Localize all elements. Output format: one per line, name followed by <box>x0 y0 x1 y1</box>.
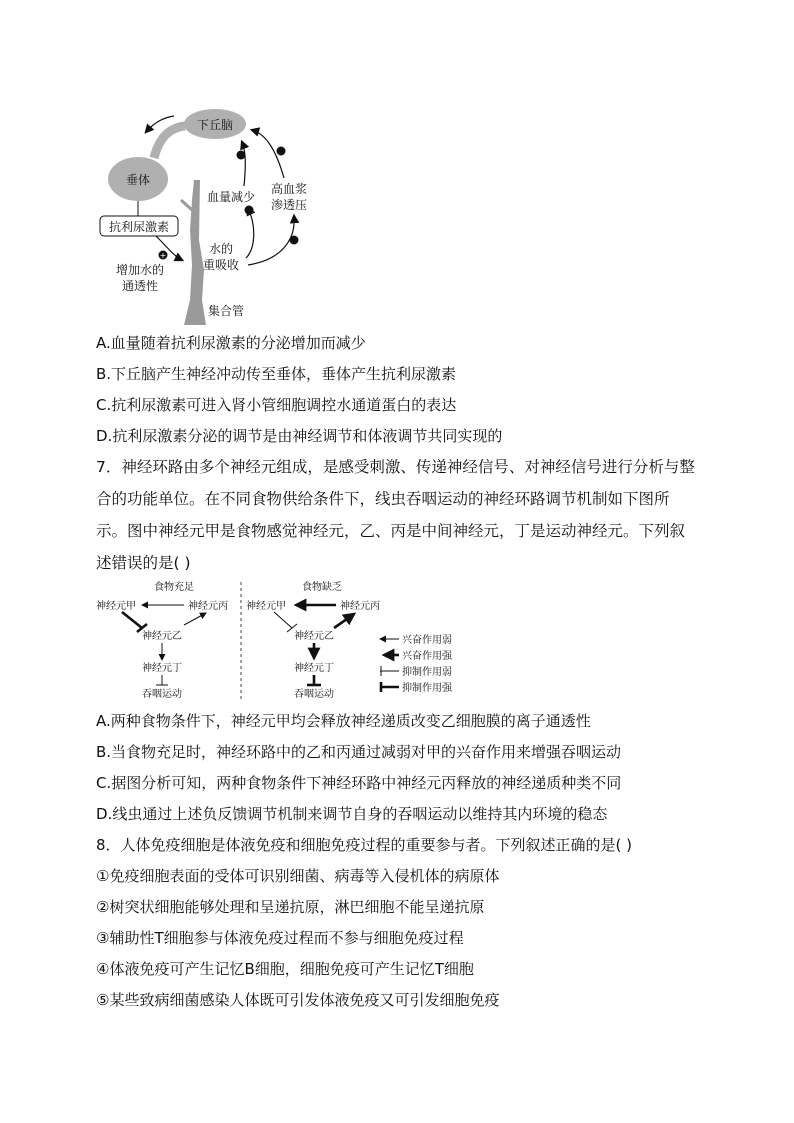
neural-circuit-figure <box>96 578 466 702</box>
q8-item-2: ②树突状细胞能够处理和呈递抗原，淋巴细胞不能呈递抗原 <box>96 898 485 916</box>
right-neuron-d: 神经元丁 <box>294 663 334 674</box>
blood-volume-arrow <box>242 142 245 186</box>
left-title: 食物充足 <box>154 582 194 593</box>
left-neuron-b: 神经元乙 <box>142 631 182 642</box>
permeability-label-2: 通透性 <box>121 279 159 293</box>
minus-icon <box>290 236 299 245</box>
legend-weak-excite: 兴奋作用弱 <box>402 635 452 646</box>
adh-label: 抗利尿激素 <box>108 220 170 234</box>
minus-icon <box>245 206 254 215</box>
pituitary-label: 垂体 <box>125 173 151 187</box>
reabsorption-label-1: 水的 <box>208 242 234 256</box>
q8-item-1: ①免疫细胞表面的受体可识别细菌、病毒等入侵机体的病原体 <box>96 867 500 885</box>
q8-item-5: ⑤某些致病细菌感染人体既可引发体液免疫又可引发细胞免疫 <box>96 991 500 1009</box>
reabsorption-to-blood-arrow <box>246 208 254 258</box>
permeability-label-1: 增加水的 <box>115 263 165 277</box>
blood-volume-label: 血量减少 <box>206 190 256 204</box>
legend <box>380 633 453 694</box>
plus-icon <box>277 147 286 156</box>
right-swallow: 吞咽运动 <box>294 689 334 700</box>
q8-item-3: ③辅助性T细胞参与体液免疫过程而不参与细胞免疫过程 <box>96 929 464 947</box>
legend-weak-inhibit: 抑制作用弱 <box>402 667 452 678</box>
reabsorption-label-2: 重吸收 <box>202 258 240 272</box>
right-neuron-b: 神经元乙 <box>294 631 334 642</box>
q6-option-a: A.血量随着抗利尿激素的分泌增加而减少 <box>96 334 366 352</box>
left-neuron-a: 神经元甲 <box>96 601 136 612</box>
q6-option-b: B.下丘脑产生神经冲动传至垂体，垂体产生抗利尿激素 <box>96 365 457 383</box>
right-title: 食物缺乏 <box>302 582 342 593</box>
osmotic-label-2: 渗透压 <box>270 198 308 212</box>
legend-strong-excite: 兴奋作用强 <box>402 651 452 662</box>
plus-icon <box>237 151 246 160</box>
pituitary-stalk <box>154 126 185 158</box>
adh-regulation-figure <box>96 100 326 325</box>
svg-text:+: + <box>159 251 167 260</box>
left-neuron-d: 神经元丁 <box>142 663 182 674</box>
collecting-duct-label: 集合管 <box>207 304 245 318</box>
collecting-duct-shape <box>184 180 206 325</box>
legend-strong-inhibit: 抑制作用强 <box>402 683 452 694</box>
q7-option-c: C.据图分析可知，两种食物条件下神经环路中神经元丙释放的神经递质种类不同 <box>96 774 622 792</box>
q7-option-d: D.线虫通过上述负反馈调节机制来调节自身的吞咽运动以维持其内环境的稳态 <box>96 805 608 823</box>
hypothalamus-label: 下丘脑 <box>196 118 234 132</box>
q7-option-b: B.当食物充足时，神经环路中的乙和丙通过减弱对甲的兴奋作用来增强吞咽运动 <box>96 743 622 761</box>
left-neuron-c: 神经元丙 <box>188 601 228 612</box>
right-neuron-c: 神经元丙 <box>340 601 380 612</box>
left-swallow: 吞咽运动 <box>142 689 182 700</box>
q7-stem: 7．神经环路由多个神经元组成，是感受刺激、传递神经信号、对神经信号进行分析与整合的功能单位。在不同食物供给条件下，线虫吞咽运动的神经环路调节机制如下图所示。图中神经元甲是食物感觉神经元，乙、丙是中间神经元，丁是运动神经元。下列叙述错误的是( ) <box>96 458 695 572</box>
reabsorption-to-osmotic-arrow <box>248 216 294 265</box>
osmotic-label-1: 高血浆 <box>270 182 308 196</box>
q6-option-d: D.抗利尿激素分泌的调节是由神经调节和体液调节共同实现的 <box>96 427 503 445</box>
q8-item-4: ④体液免疫可产生记忆B细胞，细胞免疫可产生记忆T细胞 <box>96 960 474 978</box>
q8-stem: 8．人体免疫细胞是体液免疫和细胞免疫过程的重要参与者。下列叙述正确的是( ) <box>96 836 633 854</box>
q6-option-c: C.抗利尿激素可进入肾小管细胞调控水通道蛋白的表达 <box>96 396 457 414</box>
right-neuron-a: 神经元甲 <box>246 601 286 612</box>
q7-option-a: A.两种食物条件下，神经元甲均会释放神经递质改变乙细胞膜的离子通透性 <box>96 712 591 730</box>
